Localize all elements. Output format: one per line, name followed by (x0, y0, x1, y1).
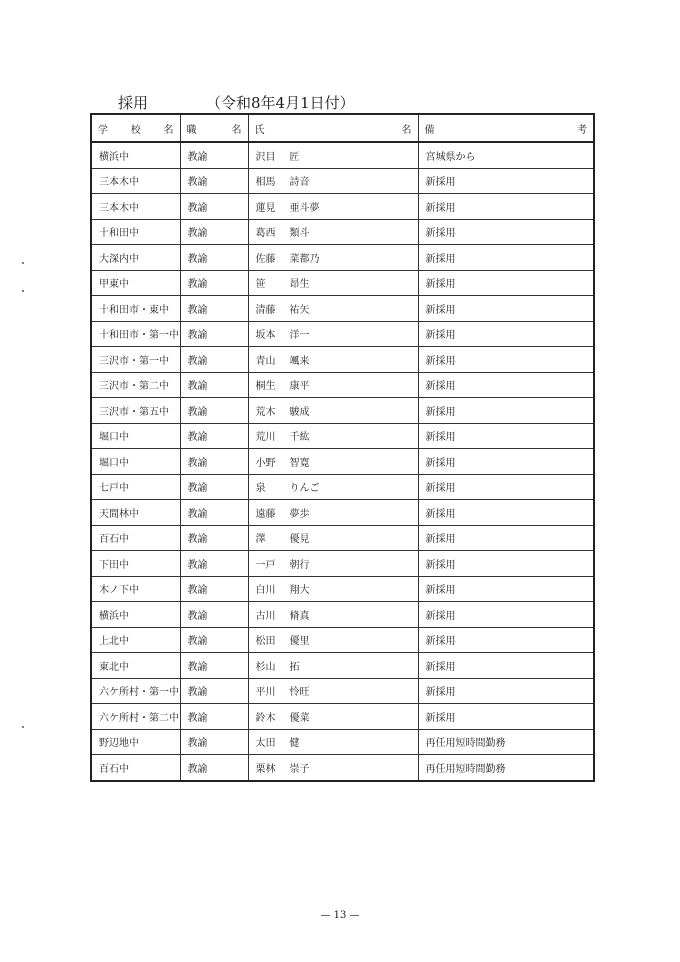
cell-note: 新採用 (418, 704, 594, 730)
cell-note: 新採用 (418, 372, 594, 398)
cell-school: 三本木中 (91, 168, 180, 194)
cell-position: 教諭 (180, 729, 248, 755)
cell-note: 再任用短時間勤務 (418, 755, 594, 781)
cell-school: 野辺地中 (91, 729, 180, 755)
cell-school: 六ケ所村・第二中 (91, 704, 180, 730)
cell-name (248, 449, 418, 475)
cell-note: 新採用 (418, 551, 594, 577)
scan-speck (22, 726, 24, 728)
cell-surname: 杉山 (255, 661, 276, 673)
cell-school: 三沢市・第五中 (91, 398, 180, 424)
cell-school: 百石中 (91, 755, 180, 781)
table-header-row (91, 114, 594, 142)
cell-school: 三沢市・第二中 (91, 372, 180, 398)
cell-position: 教諭 (180, 270, 248, 296)
cell-given-name: 優見 (289, 534, 310, 546)
cell-given-name: 亜斗夢 (289, 202, 320, 214)
cell-school: 七戸中 (91, 474, 180, 500)
table-row (91, 219, 594, 245)
header-name: 氏 名 (248, 114, 418, 142)
cell-position: 教諭 (180, 347, 248, 373)
cell-school: 東北中 (91, 653, 180, 679)
page-number: — 13 — (320, 910, 360, 921)
cell-name (248, 245, 418, 271)
cell-note: 新採用 (418, 678, 594, 704)
cell-school: 六ケ所村・第一中 (91, 678, 180, 704)
table-row (91, 729, 594, 755)
cell-surname: 古川 (255, 610, 276, 622)
cell-surname: 松田 (255, 636, 276, 648)
cell-surname: 鈴木 (255, 712, 276, 724)
cell-surname: 蓮見 (255, 202, 276, 214)
cell-surname: 平川 (255, 687, 276, 699)
cell-note: 新採用 (418, 627, 594, 653)
cell-surname: 一戸 (255, 559, 276, 571)
scan-speck (22, 262, 24, 264)
cell-position: 教諭 (180, 678, 248, 704)
cell-name (248, 500, 418, 526)
table-row (91, 321, 594, 347)
cell-school: 百石中 (91, 525, 180, 551)
cell-surname: 清藤 (255, 304, 276, 316)
cell-given-name: 千紘 (289, 432, 310, 444)
cell-position: 教諭 (180, 474, 248, 500)
table-row (91, 576, 594, 602)
cell-position: 教諭 (180, 423, 248, 449)
cell-given-name: 夢歩 (289, 508, 310, 520)
table-row (91, 423, 594, 449)
cell-given-name: 脩真 (289, 610, 310, 622)
cell-name (248, 168, 418, 194)
cell-school: 十和田市・第一中 (91, 321, 180, 347)
cell-surname: 坂本 (255, 330, 276, 342)
cell-surname: 葛西 (255, 228, 276, 240)
table-row (91, 372, 594, 398)
cell-position: 教諭 (180, 168, 248, 194)
cell-name (248, 627, 418, 653)
table-row (91, 398, 594, 424)
table-row (91, 168, 594, 194)
cell-given-name: 駿成 (289, 406, 310, 418)
cell-note: 新採用 (418, 194, 594, 220)
cell-note: 新採用 (418, 347, 594, 373)
cell-position: 教諭 (180, 321, 248, 347)
cell-surname: 白川 (255, 585, 276, 597)
table-row (91, 449, 594, 475)
header-note: 備 考 (418, 114, 594, 142)
cell-school: 堀口中 (91, 449, 180, 475)
cell-surname: 桐生 (255, 381, 276, 393)
cell-surname: 太田 (255, 738, 276, 750)
cell-surname: 荒川 (255, 432, 276, 444)
cell-school: 下田中 (91, 551, 180, 577)
cell-school: 十和田市・東中 (91, 296, 180, 322)
cell-position: 教諭 (180, 704, 248, 730)
cell-school: 上北中 (91, 627, 180, 653)
cell-surname: 遠藤 (255, 508, 276, 520)
table-row (91, 627, 594, 653)
cell-school: 十和田中 (91, 219, 180, 245)
cell-name (248, 576, 418, 602)
cell-name (248, 525, 418, 551)
cell-note: 新採用 (418, 270, 594, 296)
table-row (91, 704, 594, 730)
cell-given-name: 怜旺 (289, 687, 310, 699)
table-row (91, 347, 594, 373)
title-date: （令和8年4月1日付） (206, 94, 355, 112)
cell-name (248, 678, 418, 704)
table-row (91, 755, 594, 781)
cell-given-name: 類斗 (289, 228, 310, 240)
cell-name (248, 219, 418, 245)
cell-name (248, 194, 418, 220)
cell-note: 新採用 (418, 398, 594, 424)
table-body (91, 142, 594, 781)
table-row (91, 270, 594, 296)
cell-note: 新採用 (418, 653, 594, 679)
cell-name (248, 347, 418, 373)
table-row (91, 245, 594, 271)
cell-position: 教諭 (180, 627, 248, 653)
cell-position: 教諭 (180, 296, 248, 322)
cell-given-name: 祐矢 (289, 304, 310, 316)
cell-position: 教諭 (180, 219, 248, 245)
table-row (91, 602, 594, 628)
cell-position: 教諭 (180, 525, 248, 551)
cell-surname: 笹 (255, 279, 266, 291)
cell-position: 教諭 (180, 398, 248, 424)
cell-name (248, 729, 418, 755)
cell-name (248, 372, 418, 398)
cell-note: 再任用短時間勤務 (418, 729, 594, 755)
cell-school: 天間林中 (91, 500, 180, 526)
cell-given-name: 朝行 (289, 559, 310, 571)
cell-note: 新採用 (418, 576, 594, 602)
cell-surname: 相馬 (255, 177, 276, 189)
cell-given-name: 昂生 (289, 279, 310, 291)
cell-given-name: 菜都乃 (289, 253, 320, 265)
cell-position: 教諭 (180, 755, 248, 781)
table-row (91, 142, 594, 168)
cell-note: 新採用 (418, 474, 594, 500)
cell-position: 教諭 (180, 194, 248, 220)
cell-note: 新採用 (418, 423, 594, 449)
cell-surname: 沢目 (255, 151, 276, 163)
cell-position: 教諭 (180, 602, 248, 628)
cell-note: 新採用 (418, 168, 594, 194)
cell-school: 横浜中 (91, 602, 180, 628)
cell-given-name: 健 (289, 738, 300, 750)
table-row (91, 500, 594, 526)
cell-school: 大深内中 (91, 245, 180, 271)
cell-given-name: 詩音 (289, 177, 310, 189)
appointment-table (90, 113, 595, 782)
cell-note: 新採用 (418, 602, 594, 628)
cell-surname: 荒木 (255, 406, 276, 418)
cell-position: 教諭 (180, 142, 248, 168)
cell-position: 教諭 (180, 245, 248, 271)
cell-given-name: 洋一 (289, 330, 310, 342)
cell-note: 新採用 (418, 245, 594, 271)
cell-name (248, 270, 418, 296)
cell-given-name: 智寛 (289, 457, 310, 469)
page-title (118, 92, 355, 113)
cell-note: 新採用 (418, 219, 594, 245)
table-row (91, 194, 594, 220)
cell-note: 新採用 (418, 321, 594, 347)
cell-name (248, 704, 418, 730)
table-row (91, 474, 594, 500)
title-label: 採用 (118, 94, 149, 112)
cell-name (248, 398, 418, 424)
table-row (91, 653, 594, 679)
header-school: 学 校 名 (91, 114, 180, 142)
cell-surname: 小野 (255, 457, 276, 469)
cell-surname: 青山 (255, 355, 276, 367)
cell-name (248, 755, 418, 781)
cell-position: 教諭 (180, 551, 248, 577)
cell-name (248, 551, 418, 577)
scan-speck (22, 290, 24, 292)
cell-note: 新採用 (418, 500, 594, 526)
cell-name (248, 296, 418, 322)
cell-position: 教諭 (180, 449, 248, 475)
cell-school: 横浜中 (99, 151, 129, 163)
cell-name (248, 653, 418, 679)
cell-position: 教諭 (180, 500, 248, 526)
cell-name (248, 142, 418, 168)
cell-given-name: 翔大 (289, 585, 310, 597)
table-row (91, 525, 594, 551)
cell-given-name: 康平 (289, 381, 310, 393)
cell-note: 新採用 (418, 296, 594, 322)
cell-note: 宮城県から (418, 142, 594, 168)
cell-note: 新採用 (418, 525, 594, 551)
cell-name (248, 602, 418, 628)
cell-school: 三本木中 (91, 194, 180, 220)
cell-surname: 澤 (255, 534, 266, 546)
cell-given-name: 匠 (289, 151, 300, 163)
cell-given-name: 崇子 (289, 763, 310, 775)
cell-given-name: 優里 (289, 636, 310, 648)
cell-position: 教諭 (180, 372, 248, 398)
header-position: 職 名 (180, 114, 248, 142)
cell-name (248, 474, 418, 500)
cell-school: 木ノ下中 (91, 576, 180, 602)
cell-given-name: りんご (289, 483, 320, 495)
cell-surname: 佐藤 (255, 253, 276, 265)
cell-name (248, 321, 418, 347)
cell-name (248, 423, 418, 449)
cell-surname: 栗林 (255, 763, 276, 775)
cell-position: 教諭 (180, 653, 248, 679)
cell-given-name: 優菜 (289, 712, 310, 724)
cell-school: 甲東中 (91, 270, 180, 296)
cell-given-name: 颯来 (289, 355, 310, 367)
cell-school: 堀口中 (91, 423, 180, 449)
table-row (91, 678, 594, 704)
table-row (91, 551, 594, 577)
cell-school: 三沢市・第一中 (91, 347, 180, 373)
cell-given-name: 拓 (289, 661, 300, 673)
cell-surname: 泉 (255, 483, 266, 495)
table-row (91, 296, 594, 322)
cell-note: 新採用 (418, 449, 594, 475)
cell-position: 教諭 (180, 576, 248, 602)
